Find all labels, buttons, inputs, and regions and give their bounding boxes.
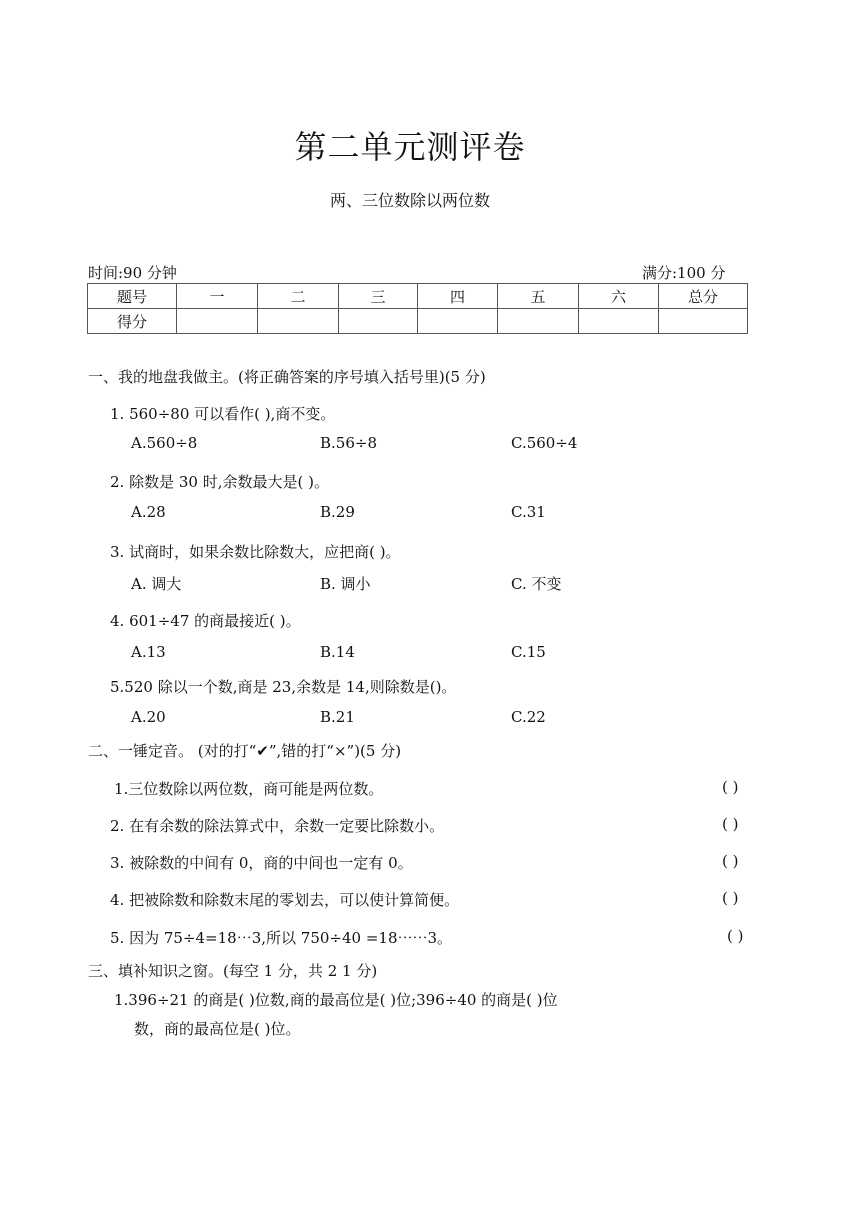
page-subtitle: 两、三位数除以两位数	[329, 191, 490, 210]
score-header-cell: 一	[177, 284, 258, 309]
s1-q2-option-c: C.31	[511, 503, 546, 521]
s1-q2-option-a: A.28	[131, 503, 166, 521]
s1-question-5: 5.520 除以一个数,商是 23,余数是 14,则除数是()。	[110, 678, 457, 696]
score-table	[87, 283, 748, 334]
s1-question-2: 2. 除数是 30 时,余数最大是( )。	[110, 473, 329, 491]
s2-question-1: 1.三位数除以两位数，商可能是两位数。	[114, 780, 384, 798]
page-title: 第二单元测评卷	[294, 128, 526, 166]
s1-question-4: 4. 601÷47 的商最接近( )。	[110, 612, 301, 630]
s1-q1-option-b: B.56÷8	[320, 434, 377, 452]
s1-q5-option-a: A.20	[131, 708, 166, 726]
score-cell[interactable]	[258, 309, 339, 334]
score-header-cell: 总分	[659, 284, 748, 309]
s2-q4-answer-paren[interactable]: ( )	[722, 889, 739, 907]
s2-q2-answer-paren[interactable]: ( )	[722, 815, 739, 833]
s2-question-2: 2. 在有余数的除法算式中，余数一定要比除数小。	[110, 817, 445, 835]
s2-question-5: 5. 因为 75÷4=18⋯3,所以 750÷40 =18⋯⋯3。	[110, 929, 453, 947]
s1-q4-option-b: B.14	[320, 643, 355, 661]
s1-q4-option-a: A.13	[131, 643, 166, 661]
s1-q4-option-c: C.15	[511, 643, 546, 661]
s2-q3-answer-paren[interactable]: ( )	[722, 852, 739, 870]
section1-heading: 一、我的地盘我做主。(将正确答案的序号填入括号里)(5 分)	[88, 368, 486, 386]
score-row-label: 得分	[88, 309, 177, 334]
s1-q1-option-a: A.560÷8	[131, 434, 198, 452]
score-cell[interactable]	[339, 309, 418, 334]
s3-question-1-line2: 数，商的最高位是( )位。	[134, 1020, 301, 1038]
score-table-header-row	[88, 284, 748, 309]
s1-q5-option-b: B.21	[320, 708, 355, 726]
s1-q3-option-c: C. 不变	[511, 575, 562, 593]
score-cell[interactable]	[418, 309, 498, 334]
s3-question-1-line1: 1.396÷21 的商是( )位数,商的最高位是( )位;396÷40 的商是( )位	[114, 991, 558, 1009]
exam-time: 时间:90 分钟	[88, 264, 177, 282]
section3-heading: 三、填补知识之窗。(每空 1 分，共 2 1 分)	[88, 962, 378, 980]
s1-q2-option-b: B.29	[320, 503, 355, 521]
s2-q1-answer-paren[interactable]: ( )	[722, 778, 739, 796]
score-cell[interactable]	[498, 309, 579, 334]
score-cell[interactable]	[659, 309, 748, 334]
s1-q5-option-c: C.22	[511, 708, 546, 726]
score-header-cell: 六	[579, 284, 659, 309]
s2-q5-answer-paren[interactable]: ( )	[727, 927, 744, 945]
s1-q1-option-c: C.560÷4	[511, 434, 578, 452]
score-header-cell: 五	[498, 284, 579, 309]
s1-q3-option-a: A. 调大	[131, 575, 182, 593]
score-header-cell: 二	[258, 284, 339, 309]
s1-question-3: 3. 试商时，如果余数比除数大，应把商( )。	[110, 543, 401, 561]
score-header-cell: 三	[339, 284, 418, 309]
section2-heading: 二、一锤定音。 (对的打“✔”,错的打“×”)(5 分)	[88, 742, 402, 760]
score-cell[interactable]	[177, 309, 258, 334]
s2-question-3: 3. 被除数的中间有 0，商的中间也一定有 0。	[110, 854, 413, 872]
score-header-cell: 四	[418, 284, 498, 309]
score-header-cell: 题号	[88, 284, 177, 309]
s2-question-4: 4. 把被除数和除数末尾的零划去，可以使计算简便。	[110, 891, 460, 909]
score-table-score-row	[88, 309, 748, 334]
full-score: 满分:100 分	[642, 264, 726, 282]
s1-question-1: 1. 560÷80 可以看作( ),商不变。	[110, 405, 336, 423]
score-cell[interactable]	[579, 309, 659, 334]
s1-q3-option-b: B. 调小	[320, 575, 371, 593]
